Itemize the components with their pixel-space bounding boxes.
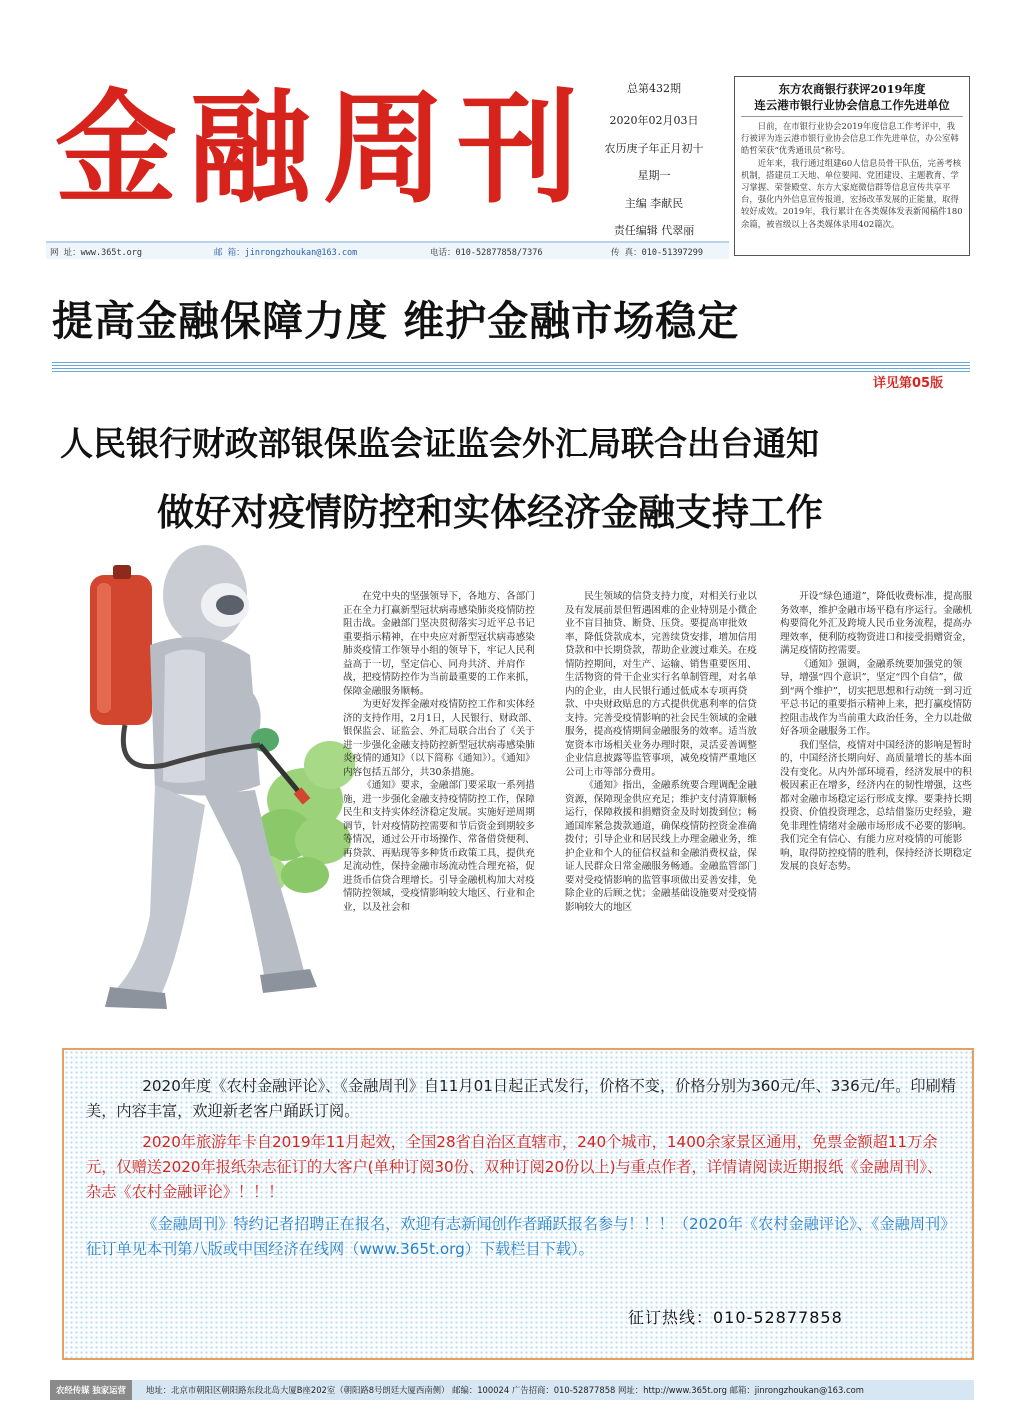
article-paragraph: 开设“绿色通道”，降低收费标准，提高服务效率，维护金融市场平稳有序运行。金融机构要简化外汇及跨境人民币业务流程，提高办理效率，便利防疫物资进口和接受捐赠资金，满足疫情防控需要。 xyxy=(780,591,973,656)
article-paragraph: 在党中央的坚强领导下，各地方、各部门正在全力打赢新型冠状病毒感染肺炎疫情防控阻击战。金融部门坚决贯彻落实习近平总书记重要指示精神，在中央应对新型冠状病毒感染肺炎疫情工作领导小组的领导下，牢记人民利益高于一切，坚定信心、同舟共济、并肩作战，把疫情防控作为当前最重要的工作来抓，保障金融服务顺畅。 xyxy=(343,591,535,697)
side-news-box xyxy=(734,76,970,256)
subscription-hotline: 征订热线：010-52877858 xyxy=(628,1308,843,1327)
contact-fax: 传 真：010-51397299 xyxy=(611,248,704,258)
subscription-paragraph-recruitment: 《金融周刊》特约记者招聘正在报名，欢迎有志新闻创作者踊跃报名参与！！！（2020年《农村金融评论》、《金融周刊》征订单见本刊第八版或中国经济在线网（www.365t.org）下载栏目下载）。 xyxy=(86,1215,956,1258)
article-column-1 xyxy=(343,590,538,914)
side-news-paragraph: 近年来，我行通过组建60人信息员骨干队伍，完善考核机制，搭建员工天地、单位要闻、党团建设、主题教育、学习掌握、荣誉殿堂、东方大家庭微信群等信息宣传共享平台，强化内外信息宣传报道，宏扬改革发展的正能量，取得较好成效。2019年，我行累计在各类媒体发表新闻稿件180余篇，被省级以上各类媒体录用402篇次。 xyxy=(741,157,963,229)
footer-bar xyxy=(50,1380,974,1400)
responsible-editor: 责任编辑 代翠丽 xyxy=(613,224,695,237)
contact-phone: 电话：010-52877858/7376 xyxy=(430,248,543,258)
lunar-date: 农历庚子年正月初十 xyxy=(604,142,704,155)
subscription-paragraph-price: 2020年度《农村金融评论》、《金融周刊》自11月01日起正式发行，价格不变，价格分别为360元/年、336元/年。印刷精美，内容丰富，欢迎新老客户踊跃订阅。 xyxy=(86,1077,956,1120)
side-news-paragraph: 日前，在市银行业协会2019年度信息工作考评中，我行被评为连云港市银行业协会信息工作先进单位，办公室韩皓哲荣获“优秀通讯员”称号。 xyxy=(741,121,959,156)
sprayer-tank-icon xyxy=(90,565,152,725)
article-paragraph: 民生领域的信贷支持力度，对相关行业以及有发展前景但暂遇困难的企业特别是小微企业不盲目抽贷、断贷、压贷。要提高审批效率，降低贷款成本，完善续贷安排，增加信用贷款和中长期贷款，帮助企业渡过难关。在疫情防控期间，对生产、运输、销售重要医用、生活物资的骨干企业实行名单制管理，对名单内的企业，由人民银行通过低成本专项再贷款、中央财政贴息的方式提供优惠利率的信贷支持。完善受疫情影响的社会民生领域的金融服务，提高疫情期间金融服务的效率。适当放宽资本市场相关业务办理时限，灵活妥善调整企业信息披露等监管事项，减免疫情严重地区公司上市等部分费用。 xyxy=(565,591,757,778)
article-paragraph: 《通知》要求，金融部门要采取一系列措施，进一步强化金融支持疫情防控工作，保障民生和支持实体经济稳定发展。实施好逆周期调节，针对疫情防控需要和节后资金到期较多等情况，通过公开市场操作、常备借贷便利、再贷款、再贴现等多种货币政策工具，提供充足流动性，保持金融市场流动性合理充裕，促进货币信贷合理增长。引导金融机构加大对疫情防控领域，受疫情影响较大地区、行业和企业，以及社会和 xyxy=(343,780,535,913)
contact-bar xyxy=(46,241,729,259)
article-paragraph: 我们坚信，疫情对中国经济的影响是暂时的，中国经济长期向好、高质量增长的基本面没有变化。从内外部环境看，经济发展中的积极因素正在增多，经济内在的韧性增强，这些都对金融市场稳定运行形成支撑。要秉持长期投资、价值投资理念，总结借鉴历史经验，避免非理性情绪对金融市场形成不必要的影响。我们完全有信心、有能力应对疫情的可能影响，取得防控疫情的胜利，保持经济长期稳定发展的良好态势。 xyxy=(780,739,972,872)
article-paragraph: 《通知》强调，金融系统要加强党的领导，增强“四个意识”，坚定“四个自信”，做到“两个维护”，切实把思想和行动统一到习近平总书记的重要指示精神上来，把打赢疫情防控阻击战作为当前重大政治任务，全力以赴做好各项金融服务工作。 xyxy=(780,658,973,737)
sub-headline-1: 人民银行财政部银保监会证监会外汇局联合出台通知 xyxy=(60,424,819,463)
masthead-title: 金融周刊 xyxy=(55,76,591,220)
disinfection-worker-illustration xyxy=(55,535,355,1020)
issue-number: 总第432期 xyxy=(627,82,681,95)
main-headline: 提高金融保障力度 维护金融市场稳定 xyxy=(52,297,740,345)
article-paragraph: 为更好发挥金融对疫情防控工作和实体经济的支持作用，2月1日，人民银行、财政部、银保监会、证监会、外汇局联合出台了《关于进一步强化金融支持防控新型冠状病毒感染肺炎疫情的通知》（以下简称《通知》）。《通知》内容包括五部分，共30条措施。 xyxy=(343,699,538,778)
weekday: 星期一 xyxy=(637,169,671,182)
contact-email[interactable]: 邮 箱：jinrongzhoukan@163.com xyxy=(214,248,358,258)
side-news-headline-2: 连云港市银行业协会信息工作先进单位 xyxy=(741,97,963,117)
article-paragraph: 《通知》指出，金融系统要合理调配金融资源，保障现金供应充足；维护支付清算顺畅运行，保障救援和捐赠资金及时划拨到位；畅通国库紧急拨款通道，确保疫情防控资金准确拨付；引导企业和居民线上办理金融业务，维护企业和个人的征信权益和金融消费权益，保证人民群众日常金融服务畅通。金融监管部门要对受疫情影响的监管事项做出妥善安排，免除企业的后顾之忧；金融基础设施要对受疫情影响较大的地区 xyxy=(565,780,757,913)
sub-headline-2: 做好对疫情防控和实体经济金融支持工作 xyxy=(157,491,823,534)
article-column-3 xyxy=(780,590,975,874)
subscription-paragraph-travel-card: 2020年旅游年卡自2019年11月起效，全国28省自治区直辖市，240个城市，1400余家景区通用，免票金额超11万余元，仅赠送2020年报纸杂志征订的大客户(单种订阅30份、双种订阅20份以上)与重点作者，详情请阅读近期报纸《金融周刊》、杂志《农村金融评论》！！！ xyxy=(86,1133,943,1201)
side-news-headline-1: 东方农商银行获评2019年度 xyxy=(778,82,926,96)
chief-editor: 主编 李献民 xyxy=(624,197,684,210)
issue-date: 2020年02月03日 xyxy=(609,114,699,127)
contact-website: 网 址：www.365t.org xyxy=(50,248,143,258)
footer-contact-info: 地址：北京市朝阳区朝阳路东段北岛大厦B座202室（朝阳路8号朗廷大厦西南侧） 邮编：100024 广告招商：010-52877858 网址：http://www.365t.org 邮箱：jinrongzhoukan@163.com xyxy=(146,1385,864,1395)
see-page-link[interactable]: 详见第05版 xyxy=(873,376,944,391)
footer-brand: 农经传媒 独家运营 xyxy=(50,1380,132,1400)
article-column-2 xyxy=(565,590,760,914)
headline-divider xyxy=(52,362,970,376)
